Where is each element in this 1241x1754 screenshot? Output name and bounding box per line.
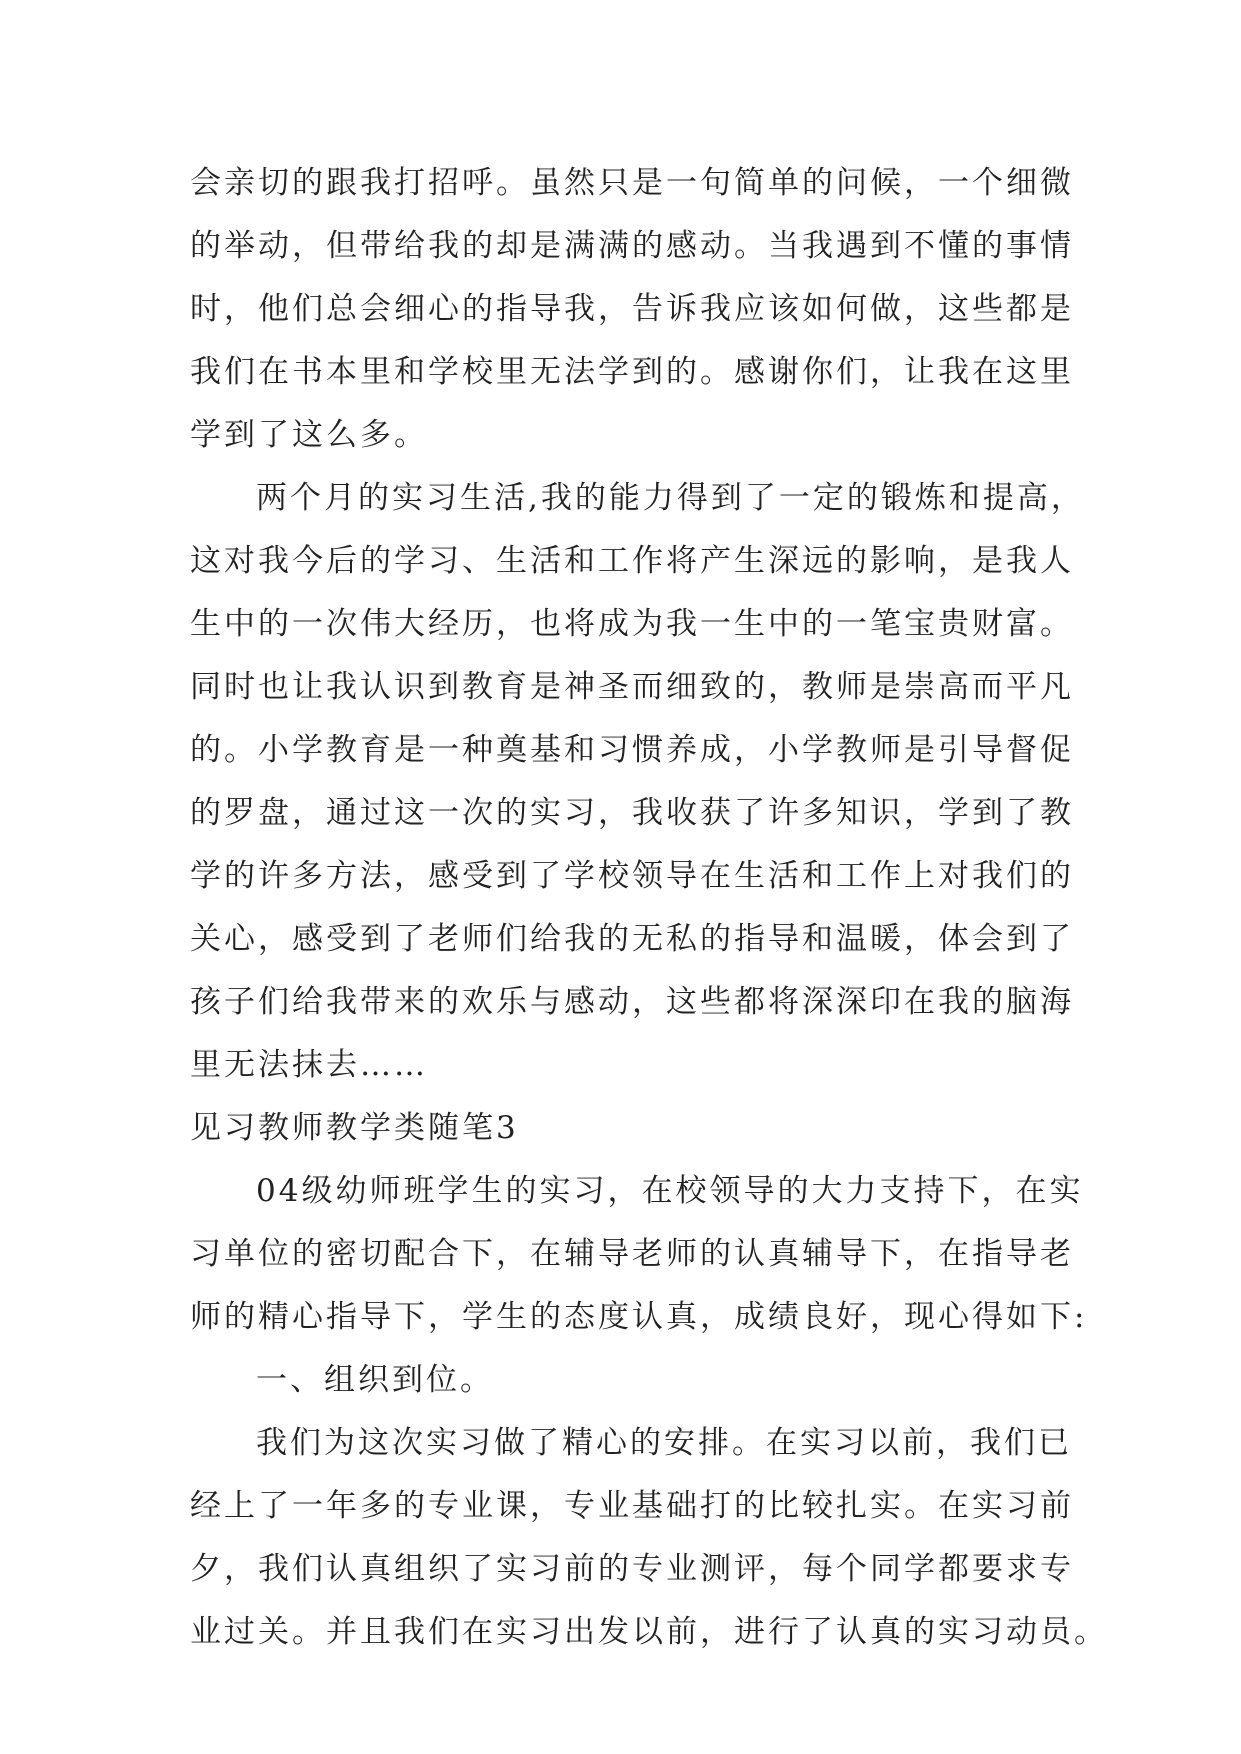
text-line: 的罗盘，通过这一次的实习，我收获了许多知识，学到了教 bbox=[190, 795, 1074, 831]
text-line: 学的许多方法，感受到了学校领导在生活和工作上对我们的 bbox=[190, 858, 1074, 894]
text-line: 学到了这么多。 bbox=[190, 417, 428, 453]
text-line: 关心，感受到了老师们给我的无私的指导和温暖，体会到了 bbox=[190, 921, 1074, 957]
text-line: 我们在书本里和学校里无法学到的。感谢你们，让我在这里 bbox=[190, 354, 1074, 390]
paragraph-first-line: 我们为这次实习做了精心的安排。在实习以前，我们已 bbox=[256, 1425, 1072, 1461]
text-line: 夕，我们认真组织了实习前的专业测评，每个同学都要求专 bbox=[190, 1551, 1074, 1587]
text-line: 习单位的密切配合下，在辅导老师的认真辅导下，在指导老 bbox=[190, 1236, 1074, 1272]
paragraph-first-line: 两个月的实习生活,我的能力得到了一定的锻炼和提高， bbox=[256, 480, 1085, 516]
text-line: 的。小学教育是一种奠基和习惯养成，小学教师是引导督促 bbox=[190, 732, 1074, 768]
text-line: 里无法抹去…… bbox=[190, 1047, 428, 1083]
text-line: 师的精心指导下，学生的态度认真，成绩良好，现心得如下: bbox=[190, 1299, 1088, 1335]
text-line: 孩子们给我带来的欢乐与感动，这些都将深深印在我的脑海 bbox=[190, 984, 1074, 1020]
text-line: 同时也让我认识到教育是神圣而细致的，教师是崇高而平凡 bbox=[190, 669, 1074, 705]
body-text bbox=[190, 152, 1108, 1664]
text-line: 生中的一次伟大经历，也将成为我一生中的一笔宝贵财富。 bbox=[190, 606, 1074, 642]
text-line: 这对我今后的学习、生活和工作将产生深远的影响，是我人 bbox=[190, 543, 1074, 579]
text-line: 经上了一年多的专业课，专业基础打的比较扎实。在实习前 bbox=[190, 1488, 1074, 1524]
text-line: 时，他们总会细心的指导我，告诉我应该如何做，这些都是 bbox=[190, 291, 1074, 327]
text-line: 的举动，但带给我的却是满满的感动。当我遇到不懂的事情 bbox=[190, 228, 1074, 264]
subsection-heading: 一、组织到位。 bbox=[256, 1362, 494, 1398]
text-line: 会亲切的跟我打招呼。虽然只是一句简单的问候，一个细微 bbox=[190, 165, 1074, 201]
section-heading: 见习教师教学类随笔3 bbox=[190, 1110, 519, 1146]
paragraph-first-line: 04级幼师班学生的实习，在校领导的大力支持下，在实 bbox=[256, 1173, 1084, 1209]
text-line: 业过关。并且我们在实习出发以前，进行了认真的实习动员。 bbox=[190, 1614, 1108, 1650]
